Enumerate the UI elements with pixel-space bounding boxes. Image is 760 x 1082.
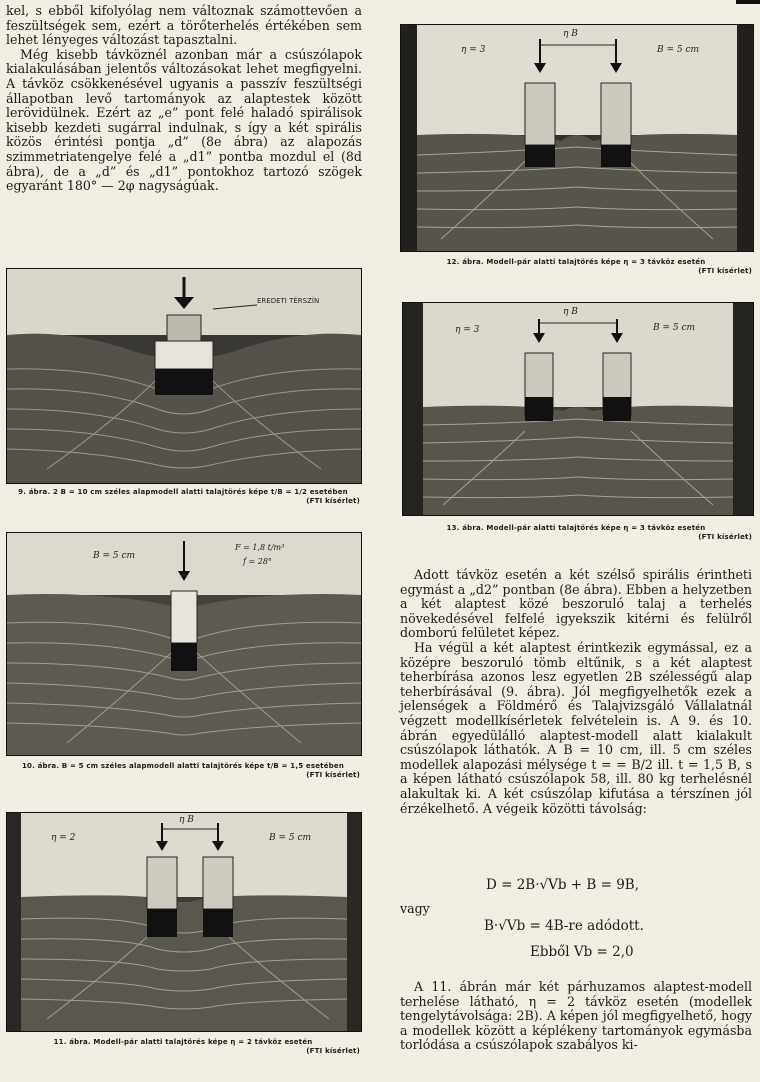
right-text-block xyxy=(400,568,752,816)
figure-9-caption xyxy=(6,488,360,506)
equation-3: Ebből Vb = 2,0 xyxy=(530,944,634,960)
right-paragraph-2: Ha végül a két alaptest érintkezik egymással, ez a középre beszoruló tömb eltűnik, s a két alaptest teherbírása azonos lesz egyetlen 2B szélességű alap teherbírásával (9. ábra). Jól megfigyelhetők ezek a jelenségek a Földmérő és Talajvizsgáló Vállalatnál végzett modellkísérletek felvételein is. A 9. és 10. ábrán egyedülálló alaptest-modell alatt kialakult csúszólapok láthatók. A B = 10 cm, ill. 5 cm széles modellek alapozási mélysége t = = B/2 ill. t = 1,5 B, s a képen látható csúszólapok 58, ill. 80 kg terhelésnél alakultak ki. A két csúszólap kifutása a térszínen jól érzékelhető. A végeik közötti távolság: xyxy=(400,639,752,816)
left-text-block xyxy=(6,4,362,194)
vagy-word xyxy=(400,902,500,917)
figure-11-caption-text: 11. ábra. Modell-pár alatti talajtörés képe η = 2 távköz esetén xyxy=(53,1038,313,1046)
figure-13-photo xyxy=(402,302,754,516)
figure-11-caption xyxy=(6,1038,360,1056)
figure-11-credit: (FTI kísérlet) xyxy=(306,1047,360,1055)
figure-10-label-phi: f = 28° xyxy=(243,557,272,566)
right-paragraph-3: A 11. ábrán már két párhuzamos alaptest-modell terhelése látható, η = 2 távköz esetén (modellek tengelytávolsága: 2B). A képen jól megfigyelhető, hogy a modellek között a képlékeny tartományok egymásba torlódása a csúszólapok szabályos ki- xyxy=(400,979,752,1053)
figure-9-credit: (FTI kísérlet) xyxy=(306,497,360,505)
figure-10-caption-text: 10. ábra. B = 5 cm széles alapmodell alatti talajtörés képe t/B = 1,5 esetében xyxy=(21,762,345,770)
figure-12-credit: (FTI kísérlet) xyxy=(698,267,752,275)
left-paragraph-1: kel, s ebből kifolyólag nem változnak számottevően a feszültségek sem, ezért a törőterhelés értékében sem lehet lényeges változást tapasztalni. xyxy=(6,3,362,48)
figure-12-label-eta: η = 3 xyxy=(461,45,486,55)
figure-9-photo xyxy=(6,268,362,484)
figure-13-label-b: B = 5 cm xyxy=(653,323,696,333)
figure-9-label: EREDETI TÉRSZÍN xyxy=(257,297,320,305)
left-paragraph-2: Még kisebb távköznél azonban már a csúszólapok kialakulásában jelentős változásokat lehet megfigyelni. A távköz csökkenésével ugyanis a passzív feszültségi állapotban levő tartományok az alaptestek között lerövidülnek. Ezért az „e” pont felé haladó spirálisok kisebb kezdeti sugárral indulnak, s így a két spirális közös érintési pontja „d” (8e ábra) az alapozás szimmetriatengelye felé a „d1” pontba mozdul el (8d ábra), de a „d” és „d1” pontokhoz tartozó szögek egyaránt 180° — 2φ nagyságúak. xyxy=(6,46,362,194)
figure-9-caption-text: 9. ábra. 2 B = 10 cm széles alapmodell alatti talajtörés képe t/B = 1/2 esetében xyxy=(18,488,348,496)
figure-12-photo xyxy=(400,24,754,252)
figure-13-caption xyxy=(400,524,752,542)
figure-13-caption-text: 13. ábra. Modell-pár alatti talajtörés képe η = 3 távköz esetén xyxy=(446,524,706,532)
figure-10-label-f: F = 1,8 t/m³ xyxy=(235,543,285,552)
figure-10-caption xyxy=(6,762,360,780)
page-edge-mark xyxy=(736,0,760,4)
equation-2: B·√Vb = 4B-re adódott. xyxy=(484,918,644,934)
figure-11-label-etab: η B xyxy=(179,815,194,825)
right-text-block-2 xyxy=(400,980,752,1053)
figure-11-label-b: B = 5 cm xyxy=(269,833,312,843)
figure-10-photo xyxy=(6,532,362,756)
figure-11-photo xyxy=(6,812,362,1032)
figure-12-caption-text: 12. ábra. Modell-pár alatti talajtörés képe η = 3 távköz esetén xyxy=(446,258,706,266)
figure-12-label-b: B = 5 cm xyxy=(657,45,700,55)
figure-13-label-etab: η B xyxy=(563,307,578,317)
figure-10-credit: (FTI kísérlet) xyxy=(306,771,360,779)
figure-10-label-b: B = 5 cm xyxy=(93,551,136,561)
right-paragraph-1: Adott távköz esetén a két szélső spirális érintheti egymást a „d2” pontban (8e ábra). Ebben a helyzetben a két alaptest közé beszoruló talaj a terhelés növekedésével felfelé igyekszik kitérni és felülről domború felületet képez. xyxy=(400,567,752,641)
equation-1: D = 2B·√Vb + B = 9B, xyxy=(486,877,640,893)
figure-11-label-eta: η = 2 xyxy=(51,833,76,843)
figure-13-credit: (FTI kísérlet) xyxy=(698,533,752,541)
vagy-text: vagy xyxy=(400,901,430,916)
figure-12-caption xyxy=(400,258,752,276)
figure-13-label-eta: η = 3 xyxy=(455,325,480,335)
figure-12-label-etab: η B xyxy=(563,29,578,39)
